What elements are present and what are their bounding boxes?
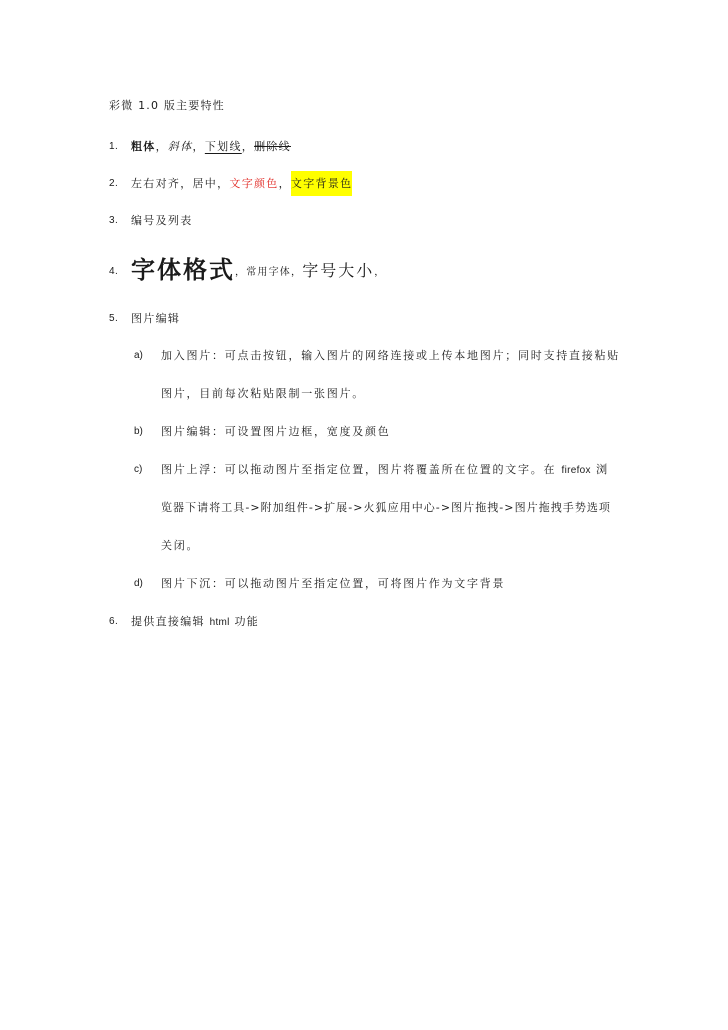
bold-text: 粗体: [131, 140, 156, 153]
document-title: 彩微 1.0 版主要特性: [109, 99, 225, 112]
sublist-label-a: a): [134, 350, 143, 361]
colored-text: 文字颜色: [229, 177, 279, 190]
list-number-5: 5.: [109, 313, 119, 324]
item-6-text-end: 功能: [229, 615, 260, 628]
html-text: html: [209, 617, 230, 628]
sublist-item-b: 图片编辑：可设置图片边框，宽度及颜色: [161, 425, 391, 438]
sublist-item-c-line-3: 关闭。: [161, 539, 200, 552]
list-item-4: [131, 256, 385, 287]
list-item-6: [131, 614, 259, 631]
alignment-text: 左右对齐，居中，: [131, 177, 230, 190]
medium-text: 字号大小: [302, 261, 375, 280]
list-item-5: 图片编辑: [131, 312, 181, 325]
highlighted-text: 文字背景色: [291, 171, 353, 196]
sublist-label-d: d): [134, 578, 143, 589]
sublist-item-a-line-1: 加入图片：可点击按钮，输入图片的网络连接或上传本地图片；同时支持直接粘贴: [161, 349, 620, 362]
sublist-label-c: c): [134, 464, 143, 475]
separator: ，: [241, 140, 255, 153]
sublist-item-c-text: 图片上浮：可以拖动图片至指定位置，图片将覆盖所在位置的文字。在: [161, 463, 562, 476]
list-number-6: 6.: [109, 616, 119, 627]
strikethrough-text: 删除线: [254, 140, 291, 153]
list-number-4: 4.: [109, 266, 119, 277]
underline-text: 下划线: [204, 140, 242, 153]
sublist-item-c-line-2: 览器下请将工具->附加组件->扩展->火狐应用中心->图片拖拽->图片拖拽手势选项: [161, 501, 611, 514]
list-item-2: [131, 176, 352, 192]
sublist-item-a-line-2: 图片，目前每次粘贴限制一张图片。: [161, 387, 365, 400]
italic-text: 斜体: [167, 140, 193, 153]
item-6-text: 提供直接编辑: [131, 615, 210, 628]
sublist-item-c-text-end: 浏: [590, 463, 609, 476]
large-bold-text: 字体格式: [131, 256, 235, 284]
list-number-1: 1.: [109, 141, 119, 152]
list-item-3: 编号及列表: [131, 214, 193, 227]
sublist-item-d: 图片下沉：可以拖动图片至指定位置，可将图片作为文字背景: [161, 577, 506, 590]
list-item-1: [131, 139, 291, 155]
sublist-item-c-line-1: [161, 462, 609, 479]
separator: ，: [192, 140, 205, 153]
separator: ，: [374, 267, 386, 278]
sublist-label-b: b): [134, 426, 143, 437]
separator: ，: [155, 140, 168, 153]
list-number-3: 3.: [109, 215, 119, 226]
small-text: ，常用字体，: [235, 267, 303, 278]
list-number-2: 2.: [109, 178, 119, 189]
separator: ，: [278, 177, 291, 190]
firefox-text: firefox: [561, 465, 591, 476]
